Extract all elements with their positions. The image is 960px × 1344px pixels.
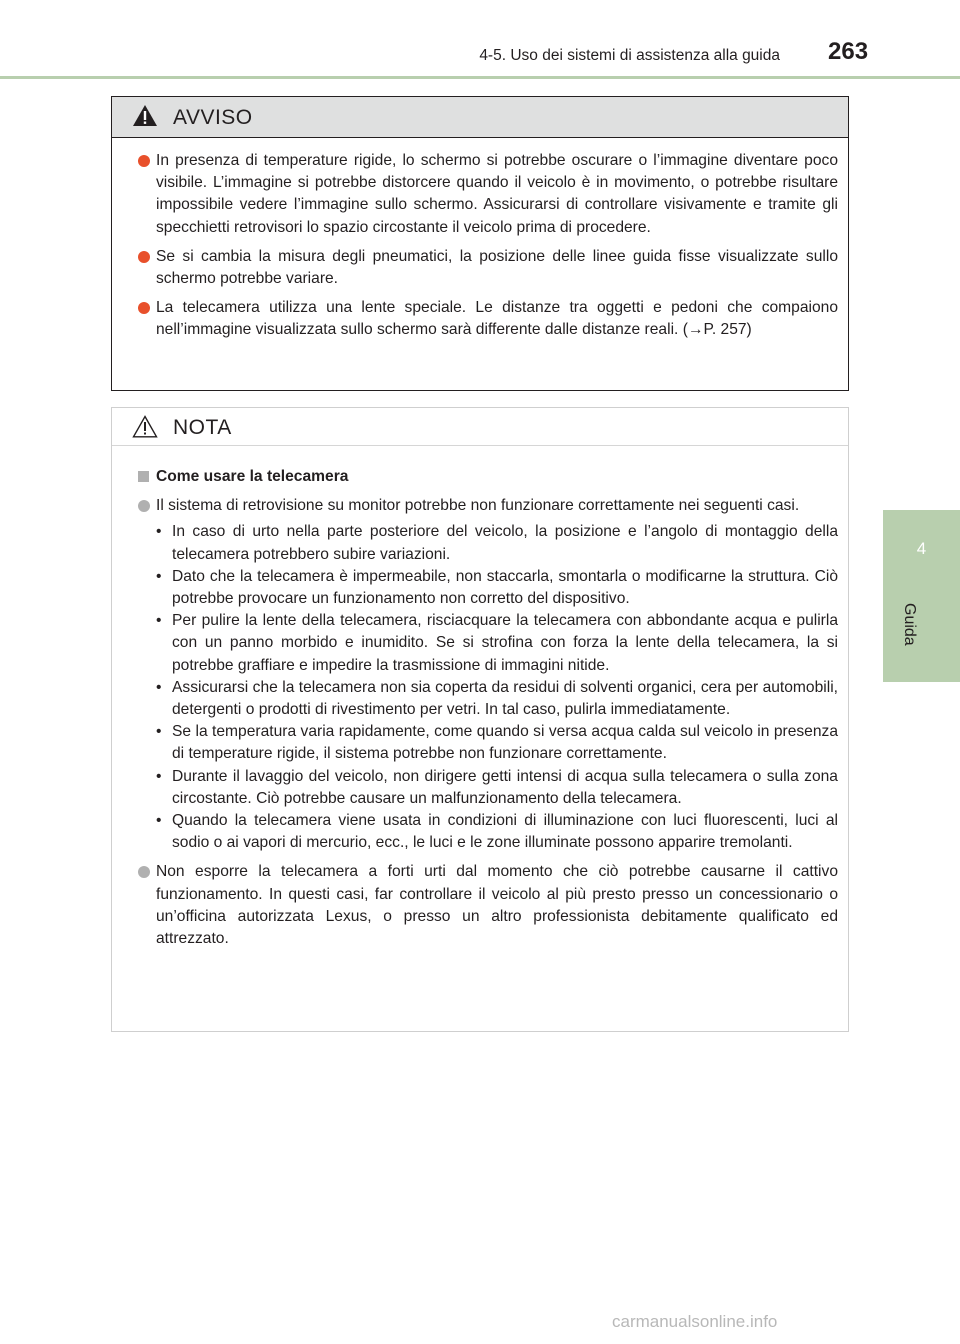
- bullet-item: • Dato che la telecamera è impermeabile, non staccarla, smontarla o modificarne la struttura. Ciò potrebbe provocare un funzionamento non corretto del dispositivo.: [172, 566, 838, 610]
- section-title: 4-5. Uso dei sistemi di assistenza alla guida: [479, 47, 780, 64]
- watermark: carmanualsonline.info: [612, 1312, 778, 1331]
- item-text: Non esporre la telecamera a forti urti dal momento che ciò potrebbe causarne il cattivo funzionamento. In questi casi, far controllare il veicolo al più presto presso un concessionario o un’officina autorizzata Lexus, o presso un altro professionista debitamente qualificato ed attrezzato.: [156, 863, 838, 948]
- red-bullet-icon: [138, 155, 150, 167]
- list-item: [156, 495, 838, 854]
- bullet-item: • Durante il lavaggio del veicolo, non dirigere getti intensi di acqua sulla telecamera o sulla zona circostante. Ciò potrebbe causare un malfunzionamento della telecamera.: [172, 766, 838, 810]
- item-text: Il sistema di retrovisione su monitor potrebbe non funzionare correttamente nei seguenti casi.: [156, 497, 800, 515]
- grey-square-bullet-icon: [138, 471, 149, 482]
- item-text: In presenza di temperature rigide, lo schermo si potrebbe oscurare o l’immagine diventare poco visibile. L’immagine si potrebbe distorcere quando il veicolo è in movimento, o potrebbe risultare impossibile vedere l’immagine sullo schermo. Assicurarsi di controllare visivamente e tramite gli specchietti retrovisori lo spazio circostante il veicolo prima di procedere.: [156, 152, 838, 236]
- bullet-item: • In caso di urto nella parte posteriore del veicolo, la posizione e l’angolo di montaggio della telecamera potrebbero subire variazioni.: [172, 521, 838, 565]
- list-item: [156, 246, 838, 290]
- chapter-label: Guida: [901, 603, 918, 646]
- nota-list: [112, 446, 848, 950]
- chapter-tab: [883, 510, 960, 682]
- avviso-title: AVVISO: [173, 106, 253, 129]
- bullet-item: • Assicurarsi che la telecamera non sia coperta da residui di solventi organici, cera per automobili, detergenti o prodotti di rivestimento per vetri. In tal caso, pulirla immediatamente.: [172, 677, 838, 721]
- avviso-list: [112, 138, 848, 342]
- list-item: [156, 861, 838, 950]
- bullet-item: • Se la temperatura varia rapidamente, come quando si versa acqua calda sul veicolo in presenza di temperature rigide, il sistema potrebbe non funzionare correttamente.: [172, 721, 838, 765]
- red-bullet-icon: [138, 251, 150, 263]
- list-item: [156, 150, 838, 239]
- item-text: La telecamera utilizza una lente speciale. Le distanze tra oggetti e pedoni che compaiono nell’immagine visualizzata sullo schermo sarà differente dalle distanze reali. (→P. 257): [156, 299, 838, 339]
- list-item: [156, 297, 838, 341]
- warning-triangle-icon: [132, 104, 158, 127]
- header-rule: [0, 76, 960, 79]
- bullet-item: • Quando la telecamera viene usata in condizioni di illuminazione con luci fluorescenti, luci al sodio o ai vapori di mercurio, ecc., le luci e le zone illuminate possono apparire tremolanti.: [172, 810, 838, 854]
- avviso-box: [111, 96, 849, 391]
- item-text: Se si cambia la misura degli pneumatici, la posizione delle linee guida fisse visualizzate sullo schermo potrebbe variare.: [156, 247, 838, 288]
- nota-title: NOTA: [173, 416, 232, 439]
- bullet-list: [156, 521, 838, 854]
- grey-bullet-icon: [138, 866, 150, 878]
- subheading-text: Come usare la telecamera: [156, 468, 349, 485]
- page-number: 263: [828, 38, 869, 65]
- avviso-header: [112, 97, 848, 138]
- grey-bullet-icon: [138, 500, 150, 512]
- red-bullet-icon: [138, 302, 150, 314]
- nota-header: [112, 408, 848, 446]
- bullet-item: • Per pulire la lente della telecamera, risciacquare la telecamera con abbondante acqua e pulirla con un panno morbido e inumidito. Se si strofina con forza la lente della telecamera, la si potrebbe graffiare e impedire la trasmissione di immagini nitide.: [172, 610, 838, 677]
- chapter-number: 4: [916, 539, 927, 558]
- nota-box: [111, 407, 849, 1032]
- nota-subheading: [156, 466, 838, 488]
- caution-outline-triangle-icon: [132, 415, 158, 438]
